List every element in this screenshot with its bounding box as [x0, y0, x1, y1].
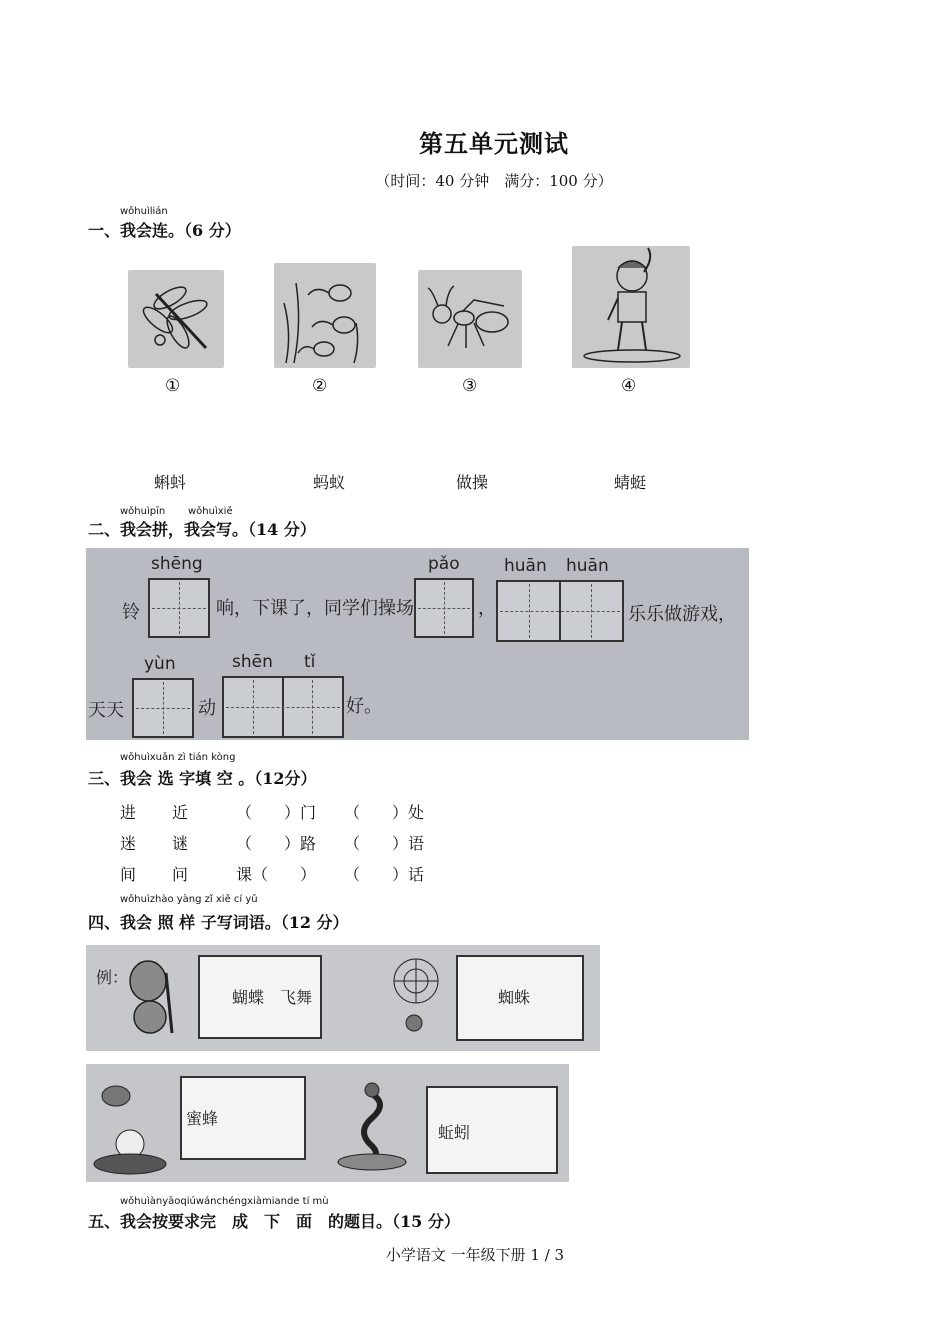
- exercising-boy-picture: [572, 246, 690, 368]
- row1-char-2: 近: [172, 803, 189, 822]
- practice-word-1: 蜜蜂: [186, 1109, 219, 1128]
- row1-blank-a[interactable]: （ ）门: [236, 803, 317, 822]
- example-answer-1: 蝴蝶 飞舞: [232, 988, 313, 1007]
- practice-photo: [86, 1064, 569, 1182]
- row3-blank-b[interactable]: （ ）话: [344, 865, 425, 884]
- s2-pinyin-2: wǒhuìxiě: [188, 506, 233, 517]
- picture-number-4: ④: [621, 376, 637, 396]
- match-word-3: 做操: [456, 473, 489, 492]
- pinyin-ti: tǐ: [304, 652, 316, 672]
- write-box-shenti[interactable]: [222, 676, 344, 738]
- line1-word-3: 乐乐做游戏，: [628, 604, 736, 625]
- ant-picture: [418, 270, 522, 368]
- bee-icon: [90, 1072, 180, 1176]
- row1-blank-b[interactable]: （ ）处: [344, 803, 425, 822]
- example-answer-2: 蜘蛛: [498, 988, 531, 1007]
- practice-word-2: 蚯蚓: [438, 1123, 471, 1142]
- pinyin-huan-2: huān: [566, 556, 609, 576]
- write-box-huanhuan[interactable]: [496, 580, 624, 642]
- row1-char-1: 进: [120, 803, 137, 822]
- match-word-2: 蚂蚁: [313, 473, 346, 492]
- page-title: 第五单元测试: [419, 129, 569, 158]
- picture-number-2: ②: [312, 376, 328, 396]
- s3-pinyin: wǒhuìxuǎn zì tián kòng: [120, 752, 236, 763]
- s5-heading: 五、我会按要求完 成 下 面 的题目。（15 分）: [88, 1212, 460, 1231]
- line2-word-2: 动: [198, 698, 216, 719]
- s1-heading: 一、我会连。（6 分）: [88, 221, 241, 240]
- picture-number-3: ③: [462, 376, 478, 396]
- pinyin-huan-1: huān: [504, 556, 547, 576]
- tadpoles-picture: [274, 263, 376, 368]
- example-photo: [86, 945, 600, 1051]
- line1-comma: ，: [478, 598, 496, 619]
- line1-word-2: 响，下课了，同学们操场: [216, 598, 414, 619]
- s4-pinyin: wǒhuìzhào yàng zǐ xiě cí yǔ: [120, 894, 258, 905]
- spider-icon: [386, 953, 446, 1043]
- s1-pinyin: wǒhuìlián: [120, 206, 168, 217]
- line2-word-1: 天天: [88, 700, 124, 721]
- fill-in-photo: [86, 548, 749, 740]
- write-box-sheng[interactable]: [148, 578, 210, 638]
- match-word-4: 蜻蜓: [614, 473, 647, 492]
- line1-word-1: 铃: [122, 602, 140, 623]
- row2-char-2: 谜: [172, 834, 189, 853]
- page-footer: 小学语文 一年级下册 1 / 3: [385, 1246, 565, 1264]
- row3-char-2: 问: [172, 865, 189, 884]
- row3-char-1: 间: [120, 865, 137, 884]
- s5-pinyin: wǒhuìànyāoqiúwánchéngxiàmiande tí mù: [120, 1196, 329, 1207]
- picture-number-1: ①: [165, 376, 181, 396]
- example-label: 例：: [96, 968, 129, 987]
- row2-blank-b[interactable]: （ ）语: [344, 834, 425, 853]
- row2-char-1: 迷: [120, 834, 137, 853]
- row2-blank-a[interactable]: （ ）路: [236, 834, 317, 853]
- s4-heading: 四、我会 照 样 子写词语。（12 分）: [88, 913, 349, 932]
- pinyin-shen: shēn: [232, 652, 273, 672]
- line2-word-3: 好。: [346, 696, 382, 717]
- pinyin-pao: pǎo: [428, 554, 460, 574]
- exam-info: （时间：40 分钟 满分：100 分）: [375, 172, 613, 190]
- earthworm-icon: [332, 1074, 412, 1174]
- butterfly-icon: [126, 953, 196, 1043]
- write-box-yun[interactable]: [132, 678, 194, 738]
- row3-blank-a[interactable]: 课（ ）: [236, 865, 317, 884]
- s3-heading: 三、我会 选 字填 空 。（12分）: [88, 769, 317, 788]
- dragonfly-picture: [128, 270, 224, 368]
- pinyin-sheng: shēng: [151, 554, 203, 574]
- write-box-pao[interactable]: [414, 578, 474, 638]
- pinyin-yun: yùn: [144, 654, 176, 674]
- match-word-1: 蝌蚪: [154, 473, 187, 492]
- s2-heading: 二、我会拼，我会写。（14 分）: [88, 520, 316, 539]
- s2-pinyin-1: wǒhuìpīn: [120, 506, 166, 517]
